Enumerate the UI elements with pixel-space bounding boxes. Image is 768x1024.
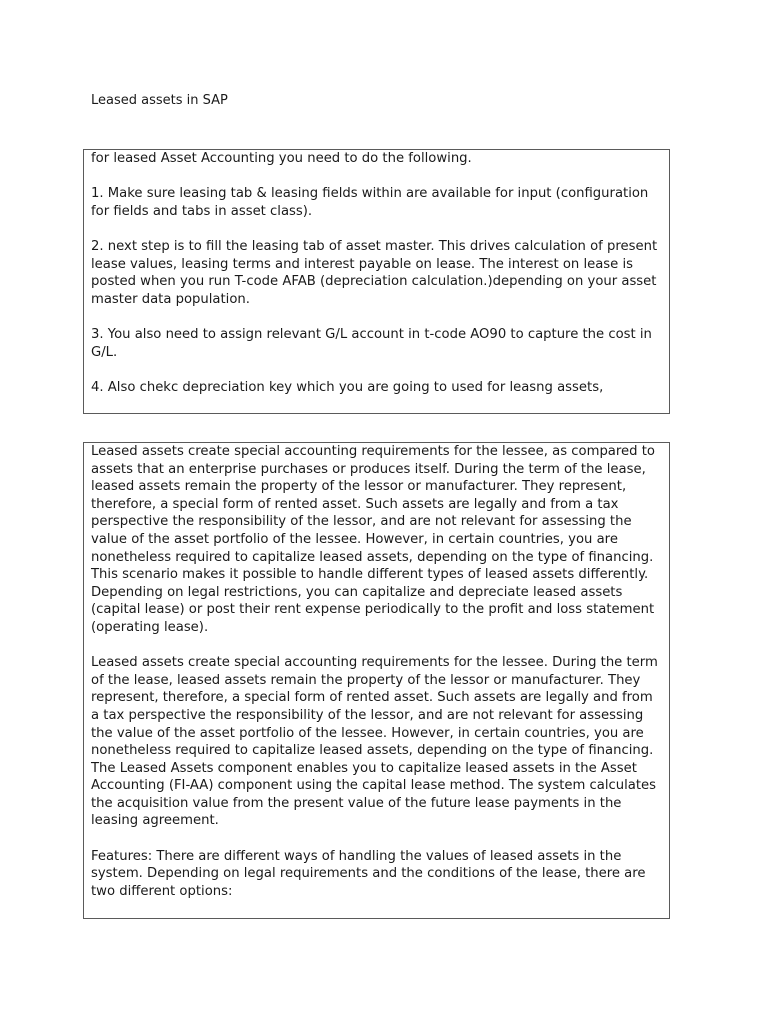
explanation-paragraph-1: Leased assets create special accounting requirements for the lessee, as compared to assets that an enterprise purchases or produces itself. During the term of the lease, leased assets remain the property of the lessor or manufacturer. They represent, therefore, a special form of rented asset. Such assets are legally and from a tax perspective the responsibility of the lessor, and are not relevant for assessing the value of the asset portfolio of the lessee. However, in certain countries, you are nonetheless required to capitalize leased assets, depending on the type of financing. This scenario makes it possible to handle different types of leased assets differently. Depending on legal restrictions, you can capitalize and depreciate leased assets (capital lease) or post their rent expense periodically to the profit and loss statement (operating lease). <box>91 444 655 635</box>
steps-intro-paragraph: for leased Asset Accounting you need to do the following. <box>91 151 472 166</box>
step-2-paragraph: 2. next step is to fill the leasing tab of asset master. This drives calculation of present lease values, leasing terms and interest payable on lease. The interest on lease is posted when you run T-code AFAB (depreciation calculation.)depending on your asset master data population. <box>91 238 658 307</box>
document-title: Leased assets in SAP <box>91 93 228 108</box>
explanation-paragraph-2: Leased assets create special accounting requirements for the lessee. During the term of the lease, leased assets remain the property of the lessor or manufacturer. They represent, therefore, a special form of rented asset. Such assets are legally and from a tax perspective the responsibility of the lessor, and are not relevant for assessing the value of the asset portfolio of the lessee. However, in certain countries, you are nonetheless required to capitalize leased assets, depending on the type of financing. The Leased Assets component enables you to capitalize leased assets in the Asset Accounting (FI-AA) component using the capital lease method. The system calculates the acquisition value from the present value of the future lease payments in the leasing agreement. <box>91 655 658 829</box>
step-4-paragraph: 4. Also chekc depreciation key which you are going to used for leasng assets, <box>91 379 604 395</box>
leased-assets-explanation-box <box>83 442 670 919</box>
sap-steps-box <box>83 149 670 414</box>
step-3-paragraph: 3. You also need to assign relevant G/L account in t-code AO90 to capture the cost in G/L. <box>91 326 652 360</box>
features-paragraph: Features: There are different ways of handling the values of leased assets in the system. Depending on legal requirements and the conditions of the lease, there are two different options: <box>91 848 646 899</box>
step-1-paragraph: 1. Make sure leasing tab & leasing fields within are available for input (configuration for fields and tabs in asset class). <box>91 186 649 219</box>
